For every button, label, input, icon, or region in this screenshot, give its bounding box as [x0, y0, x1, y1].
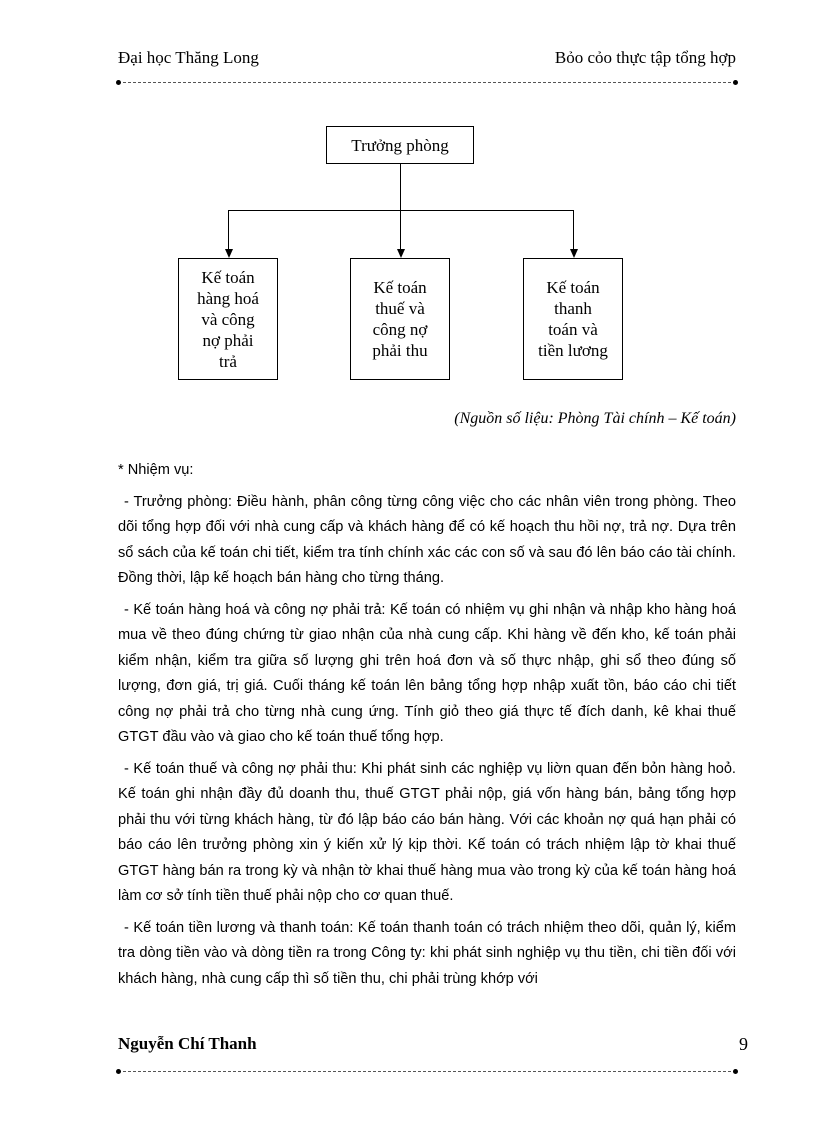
org-child-box [350, 258, 450, 380]
org-connector-right [573, 210, 574, 250]
arrow-down-icon [570, 249, 578, 258]
page-footer [118, 1034, 748, 1054]
body-content [118, 458, 736, 998]
data-source-note: (Nguồn số liệu: Phòng Tài chính – Kế toán) [454, 410, 736, 427]
org-root-label: Trưởng phòng [351, 135, 449, 155]
arrow-down-icon [397, 249, 405, 258]
footer-author: Nguyễn Chí Thanh [118, 1034, 257, 1053]
paragraph: - Trưởng phòng: Điều hành, phân công từng công việc cho các nhân viên trong phòng. Theo dõi tổng hợp đối với nhà cung cấp và khách hàng để có kế hoạch thu hồi nợ, trả nợ. Dựa trên sổ sách của kế toán chi tiết, kiểm tra tính chính xác các con số và sau đó lên báo cáo tài chính. Đồng thời, lập kế hoạch bán hàng cho từng tháng. [118, 493, 736, 586]
section-title: * Nhiệm vụ: [118, 462, 194, 478]
org-child-label: Kế toán thanh toán và tiền lương [538, 278, 608, 360]
footer-rule [118, 1071, 736, 1072]
header-report-title: Bỏo cỏo thực tập tổng hợp [554, 48, 736, 67]
page-header [118, 48, 736, 74]
org-connector-left [228, 210, 229, 250]
org-child-label: Kế toán hàng hoá và công nợ phải trả [197, 267, 259, 371]
paragraph: - Kế toán tiền lương và thanh toán: Kế toán thanh toán có trách nhiệm theo dõi, quản lý, kiểm tra dòng tiền vào và dòng tiền ra trong Công ty: khi phát sinh nghiệp vụ thu tiền, chi tiền đối với khách hàng, nhà cung cấp thì số tiền thu, chi phải trùng khớp với [118, 919, 736, 987]
org-root-box [326, 126, 474, 164]
org-child-box [178, 258, 278, 380]
paragraph: - Kế toán thuế và công nợ phải thu: Khi phát sinh các nghiệp vụ liờn quan đến bỏn hàng hoỏ. Kế toán ghi nhận đầy đủ doanh thu, thuế GTGT phải nộp, giá vốn hàng bán, bảng tổng hợp phải thu với từng khách hàng, từ đó lập báo cáo bán hàng. Với các khoản nợ quá hạn phải có báo cáo lên trưởng phòng xin ý kiến xử lý kịp thời. Kế toán có trách nhiệm lập tờ khai thuế GTGT hàng bán ra trong kỳ và nhận tờ khai thuế hàng mua vào trong kỳ của kế toán hàng hoá làm cơ sở tính tiền thuế phải nộp cho cơ quan thuế. [118, 760, 736, 904]
org-child-box [523, 258, 623, 380]
arrow-down-icon [225, 249, 233, 258]
paragraph: - Kế toán hàng hoá và công nợ phải trả: Kế toán có nhiệm vụ ghi nhận và nhập kho hàng hoá mua về theo đúng chứng từ giao nhận của nhà cung cấp. Khi hàng về đến kho, kế toán phải kiểm nhận, kiểm tra giữa số lượng ghi trên hoá đơn và số thực nhập, ghi sổ theo đúng số lượng, đơn giá, trị giá. Cuối tháng kế toán lên bảng tổng hợp nhập xuất tồn, báo cáo chi tiết công nợ phải trả cho từng nhà cung ứng. Tính giỏ theo giá thực tế đích danh, kê khai thuế GTGT đầu vào và giao cho kế toán thuế tổng hợp. [118, 601, 736, 745]
page-number: 9 [739, 1034, 748, 1054]
org-connector-root [400, 164, 401, 211]
header-university: Đại học Thăng Long [118, 48, 259, 67]
header-rule [118, 82, 736, 83]
org-connector-middle [400, 210, 401, 250]
org-child-label: Kế toán thuế và công nợ phải thu [372, 278, 428, 360]
